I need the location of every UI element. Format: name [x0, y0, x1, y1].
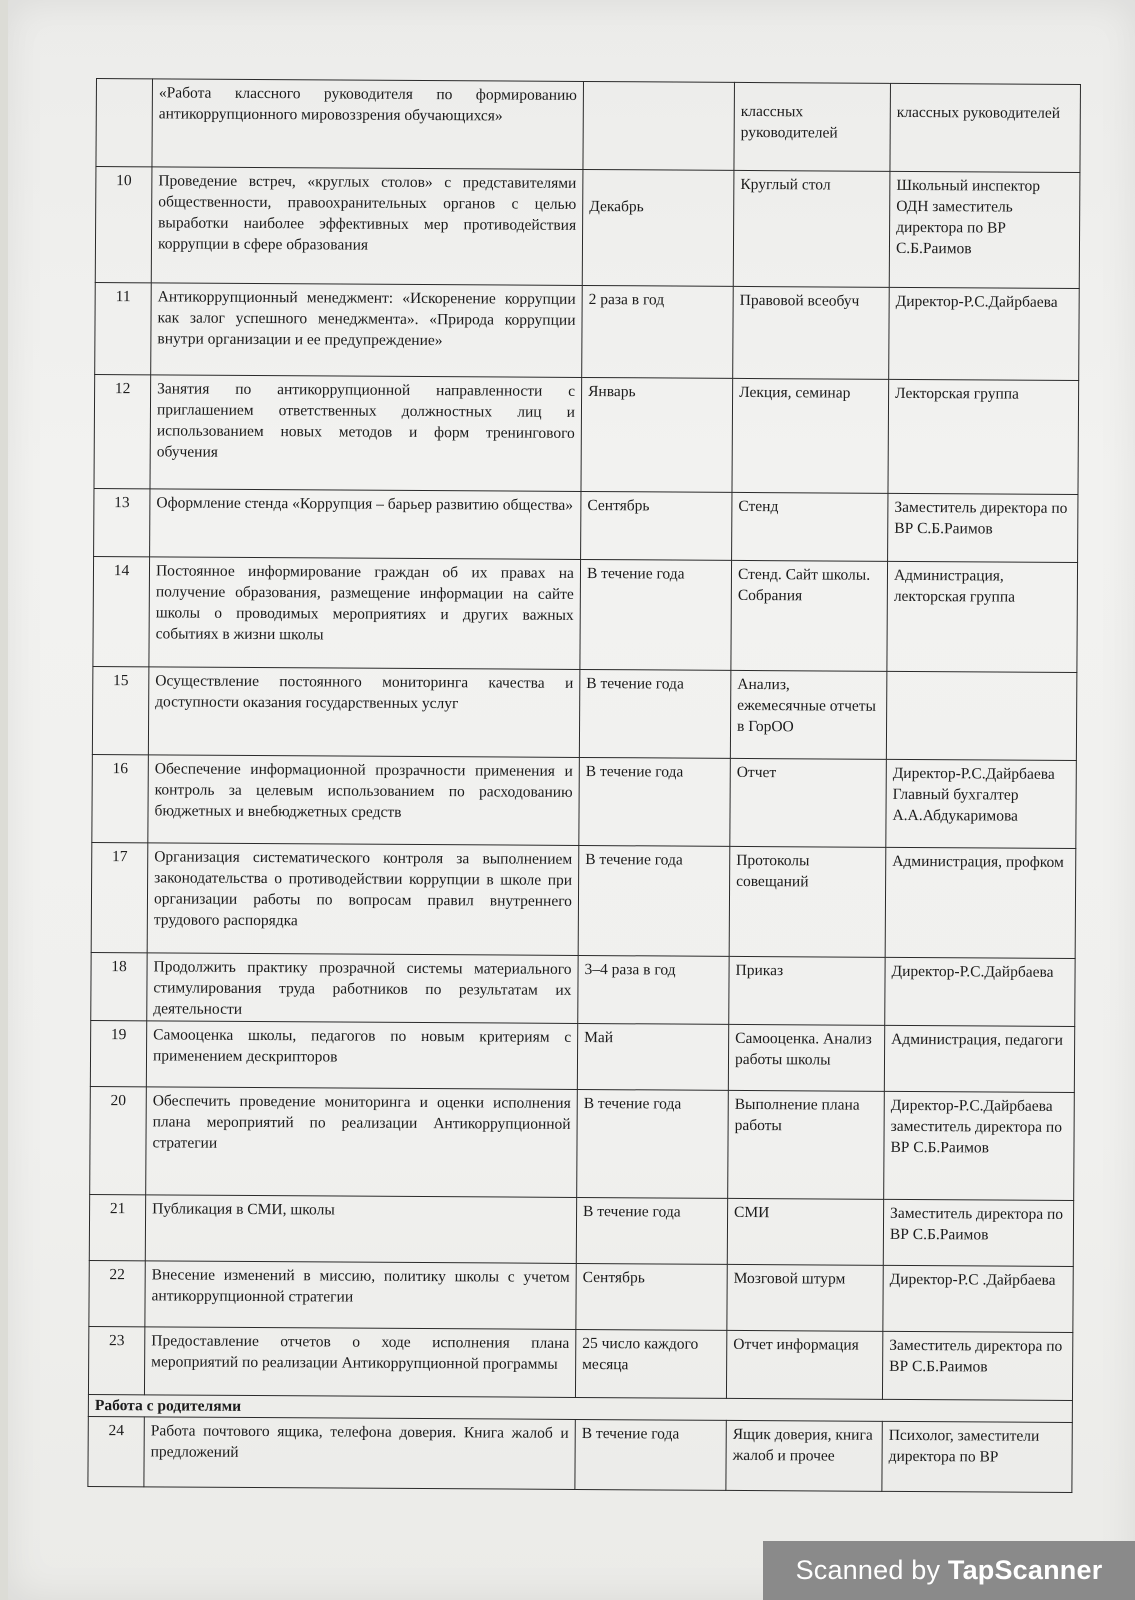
responsible-cell: Директор-Р.С.Дайрбаева Главный бухгалтер А.А.Абдукаримова — [886, 759, 1077, 848]
term-cell: В течение года — [576, 1197, 727, 1264]
activity-cell: Постоянное информирование граждан об их правах на получение образования, размещение информации на сайте школы о проводимых мероприятиях и других важных событиях в жизни школы — [149, 557, 581, 670]
row-number: 13 — [94, 488, 150, 556]
form-cell: Мозговой штурм — [727, 1264, 883, 1331]
term-cell: В течение года — [580, 559, 732, 670]
responsible-cell: Администрация, педагоги — [884, 1025, 1074, 1092]
table-row — [91, 842, 1076, 958]
term-cell: 3–4 раза в год — [578, 955, 729, 1024]
responsible-cell: Заместитель директора по ВР С.Б.Раимов — [882, 1331, 1072, 1400]
table-row — [89, 1194, 1073, 1266]
term-cell: В течение года — [578, 845, 730, 956]
term-cell: В течение года — [579, 669, 731, 758]
term-cell: Май — [577, 1023, 728, 1090]
table-row — [95, 167, 1080, 289]
responsible-cell: Лекторская группа — [888, 379, 1079, 494]
activity-cell: Осуществление постоянного мониторинга качества и доступности оказания государственных услуг — [148, 667, 580, 758]
responsible-cell: Директор-Р.С.Дайрбаева — [889, 287, 1080, 380]
term-cell: Сентябрь — [576, 1263, 727, 1330]
form-cell: Анализ, ежемесячные отчеты в ГорОО — [730, 670, 887, 759]
table-row — [93, 556, 1078, 672]
table-row — [88, 1416, 1072, 1492]
form-cell: Протоколы совещаний — [729, 846, 886, 957]
form-cell: Выполнение плана работы — [728, 1090, 885, 1199]
activity-cell: Продолжить практику прозрачной системы материального стимулирования труда работников по результатам их деятельности — [147, 953, 578, 1024]
activity-cell: Внесение изменений в миссию, политику школы с учетом антикоррупционной стратегии — [145, 1261, 576, 1330]
responsible-cell: Психолог, заместители директора по ВР — [882, 1421, 1072, 1492]
row-number: 19 — [90, 1020, 146, 1086]
activity-cell: Работа почтового ящика, телефона доверия. Книга жалоб и предложений — [144, 1417, 575, 1490]
table-row — [89, 1260, 1073, 1332]
term-cell: В течение года — [577, 1089, 729, 1198]
table-row — [90, 1086, 1075, 1200]
activity-cell: Антикоррупционный менеджмент: «Искоренение коррупции как залог успешного менеджмента». «Природа коррупции внутри организации и ее предупреждение» — [151, 283, 583, 378]
activity-cell: Занятия по антикоррупционной направленности с приглашением ответственных должностных лиц и использованием новых методов и форм тренингового обучения — [150, 375, 582, 492]
form-cell: Круглый стол — [733, 170, 890, 287]
row-number: 12 — [94, 374, 151, 488]
activity-cell: Самооценка школы, педагогов по новым критериям с применением дескрипторов — [146, 1021, 577, 1090]
row-number: 14 — [93, 556, 150, 666]
responsible-cell: Школьный инспектор ОДН заместитель директора по ВР С.Б.Раимов — [889, 171, 1080, 288]
term-cell: В течение года — [579, 757, 731, 846]
table-row — [95, 282, 1080, 380]
watermark-brand: TapScanner — [947, 1555, 1103, 1585]
row-number: 10 — [95, 167, 152, 283]
table-row — [88, 1326, 1072, 1400]
scanner-watermark — [763, 1541, 1135, 1600]
form-cell: Ящик доверия, книга жалоб и прочее — [726, 1420, 882, 1491]
table-row — [91, 952, 1075, 1026]
section-title: Работа с родителями — [88, 1394, 1072, 1422]
row-number: 18 — [91, 952, 147, 1020]
form-cell: Приказ — [729, 956, 885, 1025]
row-number: 15 — [92, 666, 149, 754]
form-cell: Отчет информация — [726, 1330, 882, 1399]
activity-cell: Предоставление отчетов о ходе исполнения плана мероприятий по реализации Антикоррупционной программы — [144, 1327, 575, 1398]
term-cell: В течение года — [575, 1419, 726, 1490]
row-number — [96, 79, 153, 167]
form-cell: классных руководителей — [734, 82, 891, 171]
row-number: 11 — [95, 282, 152, 374]
term-cell: Декабрь — [582, 169, 734, 286]
row-number: 20 — [90, 1086, 147, 1194]
row-number: 23 — [88, 1326, 144, 1394]
watermark-prefix: Scanned by — [795, 1555, 948, 1585]
anticorruption-plan-table — [87, 78, 1081, 1493]
form-cell: Стенд. Сайт школы. Собрания — [731, 560, 888, 671]
responsible-cell: Заместитель директора по ВР С.Б.Раимов — [888, 493, 1078, 562]
activity-cell: Оформление стенда «Коррупция – барьер развитию общества» — [150, 489, 581, 560]
term-cell: Сентябрь — [581, 491, 732, 560]
row-number: 24 — [88, 1416, 144, 1486]
term-cell: Январь — [581, 377, 733, 492]
activity-cell: Обеспечить проведение мониторинга и оценки исполнения плана мероприятий по реализации Антикоррупционной стратегии — [146, 1087, 578, 1198]
table-row — [90, 1020, 1074, 1092]
term-cell — [583, 81, 735, 170]
activity-cell: Обеспечение информационной прозрачности применения и контроль за целевым использованием по расходованию бюджетных и внебюджетных средств — [148, 755, 580, 846]
responsible-cell — [886, 671, 1077, 760]
row-number: 22 — [89, 1260, 145, 1326]
table-row — [96, 79, 1081, 173]
table-row — [92, 754, 1077, 848]
table-row — [94, 374, 1079, 494]
responsible-cell: Директор-Р.С.Дайрбаева заместитель директора по ВР С.Б.Раимов — [884, 1091, 1075, 1200]
responsible-cell: Директор-Р.С.Дайрбаева — [885, 957, 1075, 1026]
responsible-cell: Заместитель директора по ВР С.Б.Раимов — [883, 1199, 1073, 1266]
table-row — [92, 666, 1077, 760]
term-cell: 2 раза в год — [582, 285, 734, 378]
form-cell: СМИ — [727, 1198, 883, 1265]
activity-cell: Организация систематического контроля за выполнением законодательства о противодействии коррупции в школе при организации работы по вопросам правил внутреннего трудового распорядка — [147, 843, 579, 956]
responsible-cell: классных руководителей — [890, 83, 1081, 172]
term-cell: 25 число каждого месяца — [575, 1329, 726, 1398]
activity-cell: Публикация в СМИ, школы — [145, 1195, 576, 1264]
responsible-cell: Администрация, лекторская группа — [887, 561, 1078, 672]
activity-cell: «Работа классного руководителя по формированию антикоррупционного мировоззрения обучающихся» — [152, 79, 584, 170]
responsible-cell: Администрация, профком — [885, 847, 1076, 958]
form-cell: Лекция, семинар — [732, 378, 889, 493]
responsible-cell: Директор-Р.С .Дайрбаева — [883, 1265, 1073, 1332]
form-cell: Отчет — [730, 758, 887, 847]
form-cell: Правовой всеобуч — [733, 286, 890, 379]
activity-cell: Проведение встреч, «круглых столов» с представителями общественности, правоохранительных органов с целью выработки наиболее эффективных мер противодействия коррупции в сфере образования — [151, 167, 583, 286]
table-row — [94, 488, 1078, 562]
row-number: 17 — [91, 842, 148, 952]
form-cell: Самооценка. Анализ работы школы — [728, 1024, 884, 1091]
row-number: 16 — [92, 754, 149, 842]
scanned-page — [8, 0, 1135, 1600]
row-number: 21 — [89, 1194, 145, 1260]
form-cell: Стенд — [732, 492, 888, 561]
